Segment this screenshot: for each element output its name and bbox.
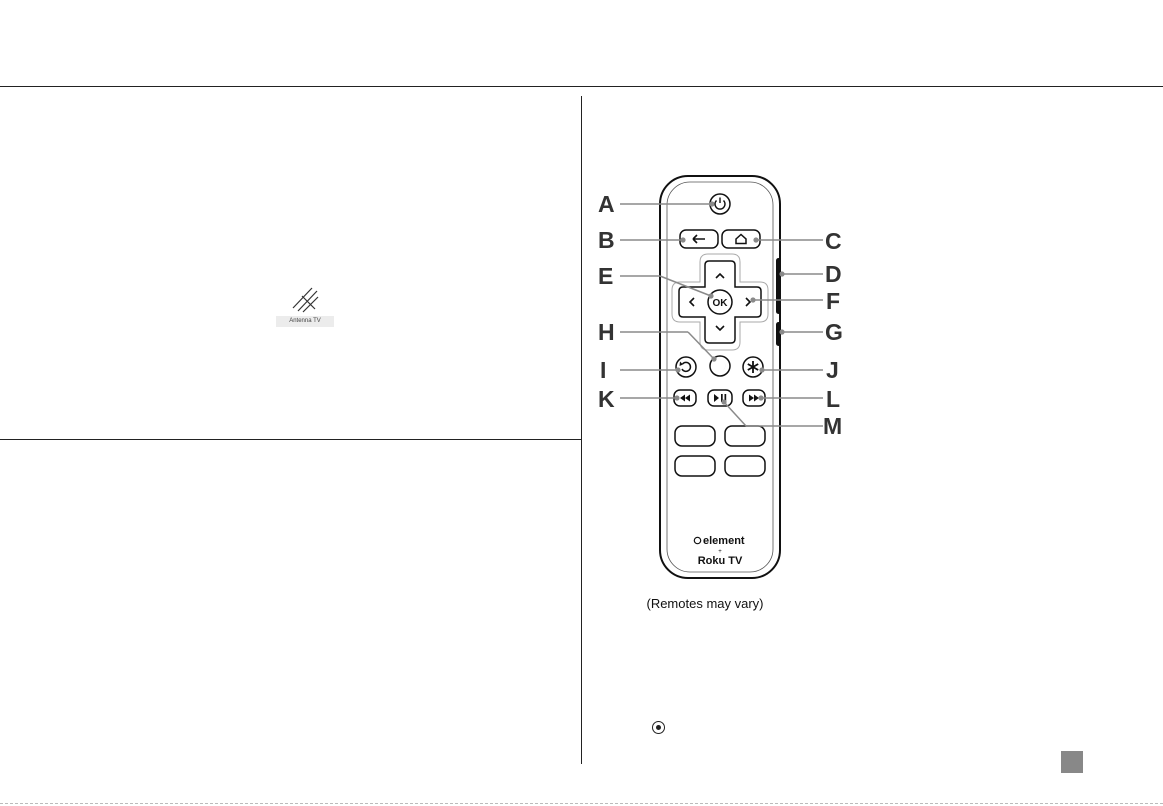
play-pause-button (708, 390, 732, 406)
remote-outer-shell (660, 176, 780, 578)
callout-label: I (600, 357, 607, 383)
callout-label: B (598, 227, 615, 253)
callout-label: A (598, 191, 615, 217)
page-marker (1061, 751, 1083, 773)
shortcut-button-1 (675, 426, 715, 446)
top-divider (0, 86, 1163, 87)
mute-button (776, 322, 781, 346)
brand-element: element (703, 535, 745, 547)
ok-label: OK (712, 298, 728, 309)
back-button (680, 230, 718, 248)
column-divider (581, 96, 582, 764)
callout-label: C (825, 228, 842, 254)
callout-label: F (826, 288, 841, 314)
instant-replay-button (676, 357, 696, 377)
callout-label: E (598, 263, 614, 289)
volume-rocker (776, 258, 781, 314)
bottom-edge-dashes (0, 803, 1163, 804)
options-button (743, 357, 763, 377)
callout-label: J (826, 357, 839, 383)
callout-label: D (825, 261, 842, 287)
callout-label: L (826, 386, 841, 412)
antenna-tv-label: Antenna TV (276, 316, 334, 327)
antenna-icon (290, 282, 320, 314)
callout-label: G (825, 319, 843, 345)
left-section-divider (0, 439, 581, 440)
remote-diagram (590, 170, 860, 590)
antenna-tv-tile (276, 282, 334, 327)
shortcut-button-4 (725, 456, 765, 476)
callout-label: M (823, 413, 843, 439)
brand-roku: Roku TV (697, 555, 743, 567)
svg-text:+: + (718, 549, 722, 555)
callout-label: H (598, 319, 615, 345)
record-bullet-icon (652, 721, 665, 734)
remote-caption: (Remotes may vary) (646, 596, 764, 611)
shortcut-button-2 (725, 426, 765, 446)
shortcut-button-3 (675, 456, 715, 476)
callout-label: K (598, 386, 615, 412)
